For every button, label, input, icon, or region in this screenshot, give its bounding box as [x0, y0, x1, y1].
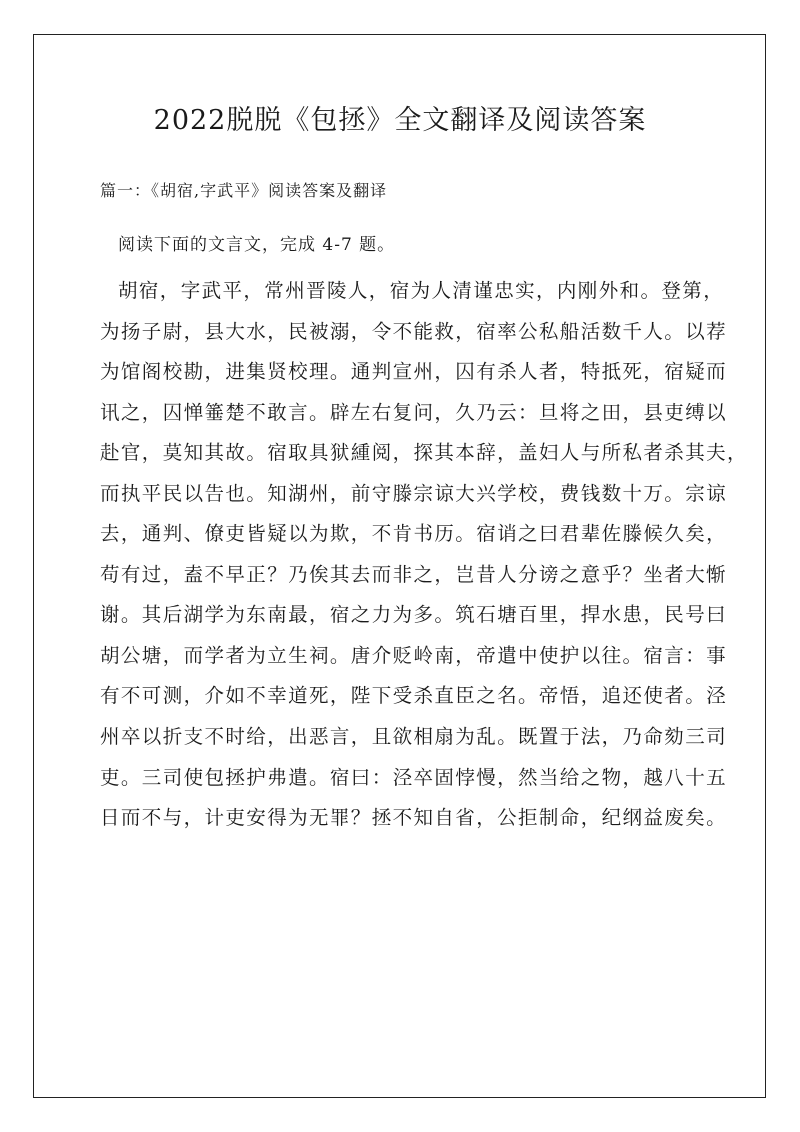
passage-line: 而执平民以告也。知湖州，前守滕宗谅大兴学校，费钱数十万。宗谅	[100, 481, 728, 505]
document-title: 2022脱脱《包拯》全文翻译及阅读答案	[153, 105, 647, 136]
passage-line: 讯之，囚惮箠楚不敢言。辟左右复问，久乃云：旦将之田，县吏缚以	[100, 400, 728, 424]
passage-line: 有不可测，介如不幸道死，陛下受杀直臣之名。帝悟，追还使者。泾	[100, 684, 728, 708]
passage-line: 吏。三司使包拯护弗遣。宿曰：泾卒固悖慢，然当给之物，越八十五	[100, 765, 728, 789]
passage-line: 去，通判、僚吏皆疑以为欺，不肯书历。宿诮之曰君辈佐滕候久矣，	[100, 522, 728, 546]
passage-line: 赴官，莫知其故。宿取具狱緟阅，探其本辞，盖妇人与所私者杀其夫，	[100, 441, 748, 465]
passage-line: 胡公塘，而学者为立生祠。唐介贬岭南，帝遣中使护以往。宿言：事	[100, 643, 728, 667]
passage-line: 为扬子尉，县大水，民被溺，令不能救，宿率公私船活数千人。以荐	[100, 319, 728, 343]
reading-instruction: 阅读下面的文言文，完成 4-7 题。	[118, 235, 396, 255]
classical-passage	[100, 276, 748, 844]
passage-line: 州卒以折支不时给，出恶言，且欲相扇为乱。既置于法，乃命劾三司	[100, 725, 728, 749]
passage-line: 苟有过，盍不早正？乃俟其去而非之，岂昔人分谤之意乎？坐者大惭	[100, 562, 728, 586]
passage-line: 胡宿，字武平，常州晋陵人，宿为人清谨忠实，内刚外和。登第，	[118, 279, 725, 302]
section-heading: 篇一：《胡宿,字武平》阅读答案及翻译	[100, 181, 388, 200]
passage-line: 谢。其后湖学为东南最，宿之力为多。筑石塘百里，捍水患，民号曰	[100, 603, 728, 627]
passage-line: 日而不与，计吏安得为无罪？拯不知自省，公拒制命，纪纲益废矣。	[100, 806, 728, 830]
passage-line: 为馆阁校勘，进集贤校理。通判宣州，囚有杀人者，特抵死，宿疑而	[100, 360, 728, 384]
